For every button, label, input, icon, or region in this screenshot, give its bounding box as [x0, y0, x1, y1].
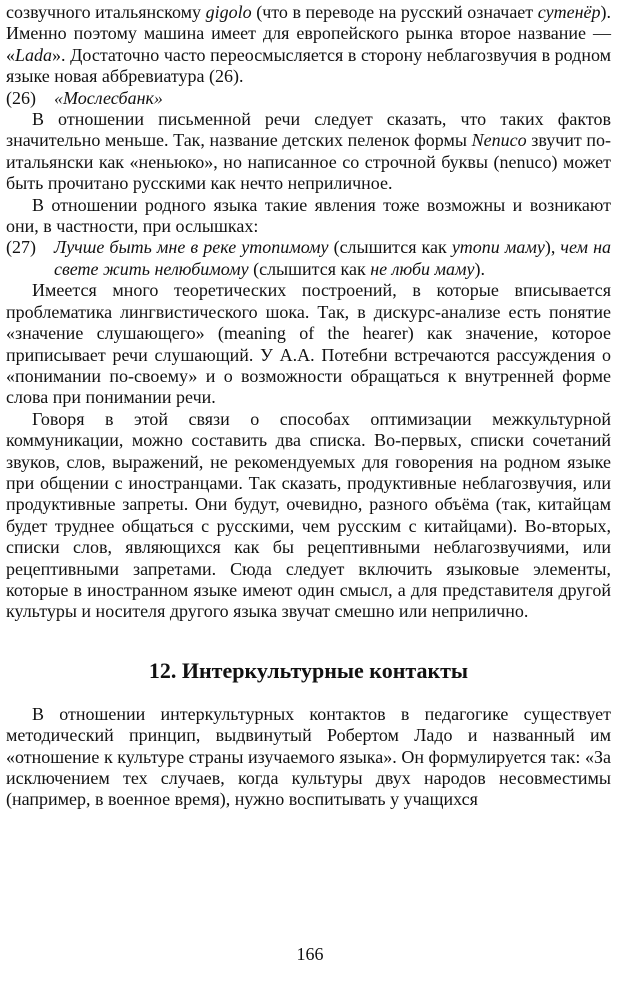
text: ),	[544, 237, 561, 258]
italic-term-sutener: сутенёр	[537, 2, 601, 22]
text: (слышится как	[248, 258, 371, 279]
italic-term-lada: Lada	[15, 44, 53, 65]
italic-phrase: не люби маму	[370, 258, 475, 279]
paragraph-two-lists: Говоря в этой связи о способах оптимизации межкультурной коммуникации, можно составить два списка. Во-первых, списки сочетаний звуков, слов, выражений, не рекомендуемых для говорения на родном языке при общении с иностранцами. Так сказать, продуктивные неблагозвучия, или продуктивные запреты. Они будут, очевидно, разного объёма (так, китайцам будет труднее общаться с русскими, чем русским с китайцами). Во-вторых, списки слов, являющихся как бы рецептивными неблагозвучиями, или рецептивными запретами. Сюда следует включить языковые элементы, которые в иностранном языке имеют один смысл, а для представителя другой культуры и носителя другого языка звучат смешно или неприлично.	[6, 408, 611, 622]
section-heading: 12. Интеркультурные контакты	[148, 657, 469, 683]
example-number: (26)	[6, 87, 36, 108]
italic-phrase: утопи маму	[451, 237, 545, 258]
example-26	[6, 88, 611, 109]
text: (слышится как	[328, 237, 452, 258]
example-number: (27)	[6, 237, 36, 258]
text: созвучного итальянскому	[6, 2, 206, 22]
paragraph-gigolo	[6, 2, 611, 88]
paragraph-theory: Имеется много теоретических построений, в которые вписывается проблематика лингвистического шока. Так, в дискурс-анализе есть понятие «значение слушающего» (meaning of the hearer) как значение, которое приписывает речи слушающий. У А.А. Потебни встречаются рассуждения о «понимании по-своему» и о возможности обращаться к внутренней форме слова при понимании речи.	[6, 280, 611, 408]
paragraph-intercultural-contacts: В отношении интеркультурных контактов в педагогике существует методический принцип, выдвинутый Робертом Ладо и названный им «отношение к культуре страны изучаемого языка». Он формулируется так: «За исключением тех случаев, когда культуры двух народов несовместимы (например, в военное время), нужно воспитывать у учащихся	[6, 703, 611, 810]
text: В отношении письменной речи следует сказать, что таких фактов значительно меньше. Так, название детских пеленок формы	[6, 109, 611, 151]
text: ). Именно поэтому машина имеет для европейского рынка второе название — «	[6, 2, 611, 65]
italic-term-nenuco: Nenuco	[471, 130, 527, 151]
example-text	[54, 237, 611, 280]
text: ).	[474, 258, 485, 279]
page-number: 166	[296, 944, 324, 964]
book-page	[0, 2, 620, 993]
paragraph-written-speech	[6, 109, 611, 195]
italic-phrase: Лучше быть мне в реке утопимому	[54, 237, 329, 258]
example-27	[6, 237, 611, 280]
example-text: «Мослесбанк»	[54, 87, 163, 108]
italic-phrase: чем на свете жить нелюбимому	[54, 237, 611, 279]
italic-term-gigolo: gigolo	[205, 2, 252, 22]
text: ». Достаточно часто переосмысляется в сторону неблагозвучия в родном языке новая аббревиатура (26).	[6, 44, 611, 87]
paragraph-native-language: В отношении родного языка такие явления тоже возможны и возникают они, в частности, при ослышках:	[6, 194, 611, 237]
text: (что в переводе на русский означает	[251, 2, 538, 22]
text: звучит по-итальянски как «неньюко», но написанное со строчной буквы (nenuco) может быть прочитано русскими как нечто неприличное.	[6, 130, 611, 194]
